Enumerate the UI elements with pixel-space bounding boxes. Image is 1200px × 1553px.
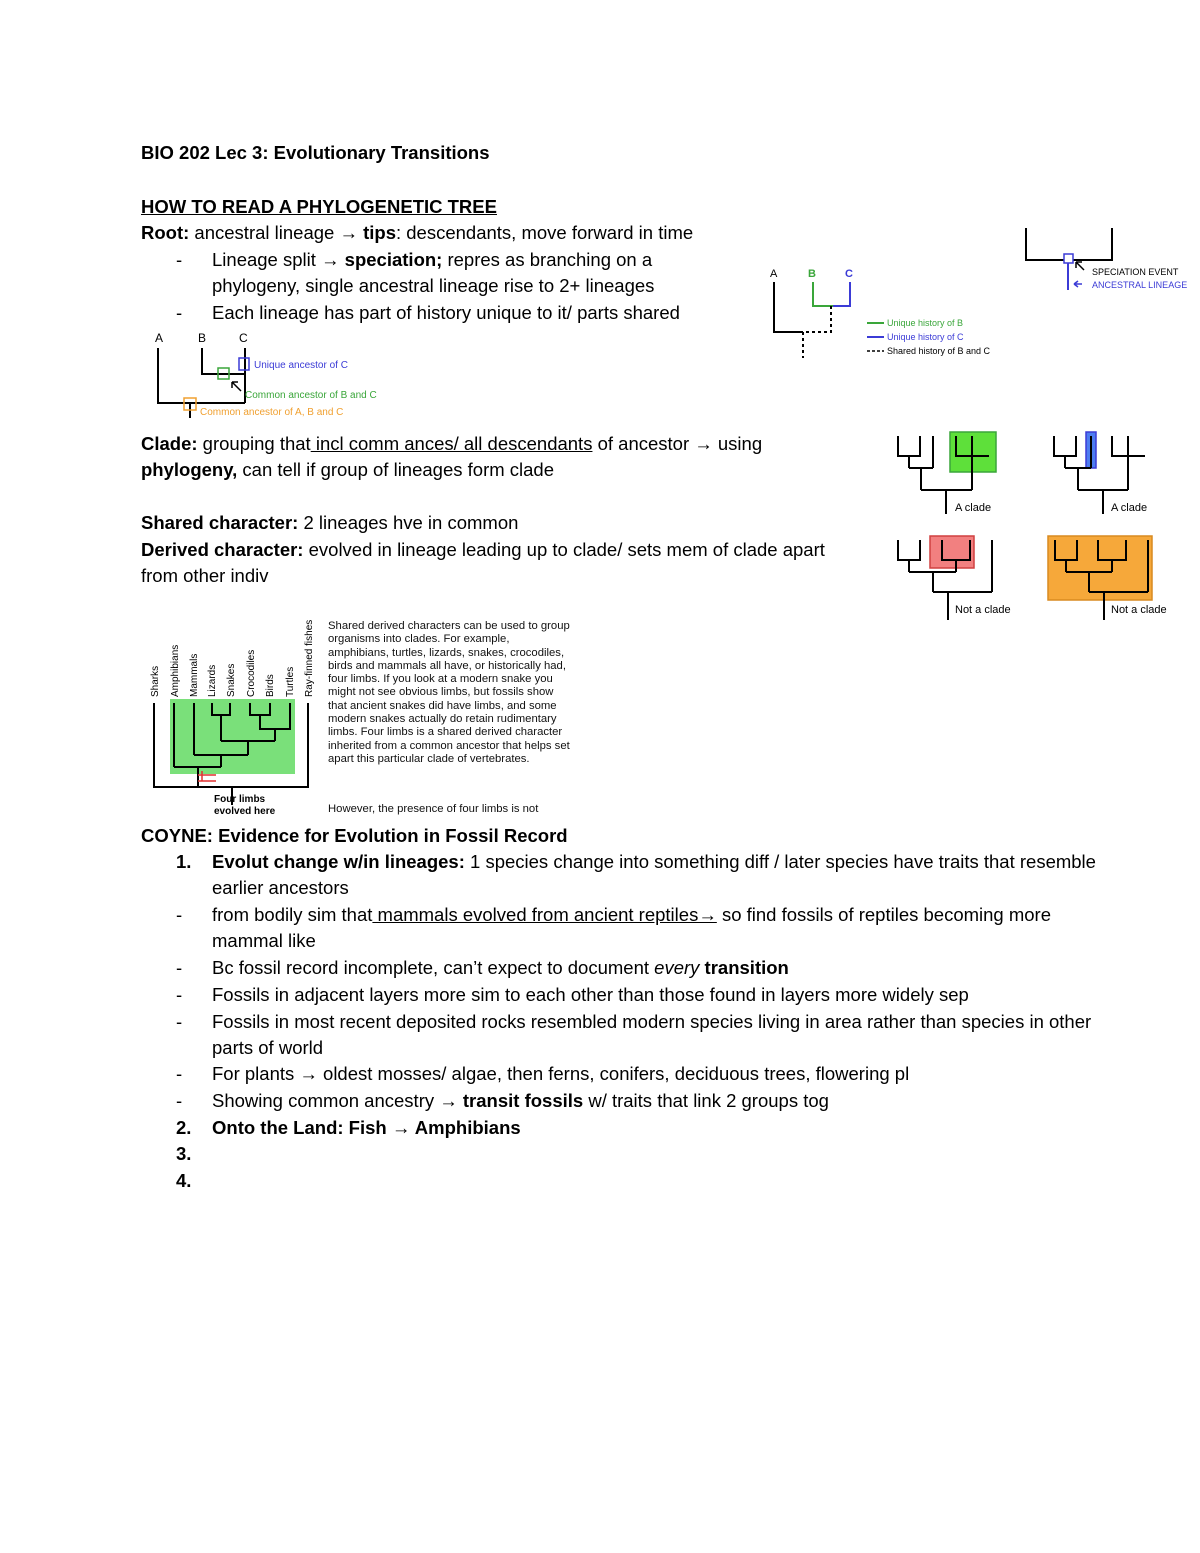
shared-character-text: 2 lineages hve in common: [298, 512, 519, 533]
root-text: ancestral lineage →: [189, 222, 364, 243]
clade-fig-4-label: Not a clade: [1111, 604, 1167, 616]
bullet-lineage-history: Each lineage has part of history unique to it/ parts shared: [212, 302, 680, 323]
arrow-icon: [1076, 262, 1084, 270]
clade-text-a: grouping that: [197, 433, 311, 454]
list-number-2: 2.: [176, 1117, 192, 1138]
shared-character-label: Shared character:: [141, 512, 299, 533]
clade-figures: [890, 428, 1200, 628]
legend-unique-b: Unique history of B: [887, 318, 964, 328]
shared-history-line: [803, 306, 831, 358]
unique-history-b-line: [813, 282, 833, 306]
taxon-amphibians: Amphibians: [170, 644, 181, 697]
clade-definition: [141, 431, 762, 457]
list-number-1: 1.: [176, 851, 192, 872]
bullet-marker: -: [176, 249, 183, 270]
four-limbs-label-2: evolved here: [214, 806, 276, 817]
history-tree-figure: [765, 262, 1005, 362]
legend-unique-c: Unique history of C: [887, 332, 964, 342]
taxon-sharks: Sharks: [150, 665, 161, 697]
bullet-marker: -: [176, 1011, 183, 1032]
derived-character-cont: from other indiv: [141, 565, 269, 586]
coyne-sub-4: Fossils in most recent deposited rocks resembled modern species living in area rather than species in other: [212, 1011, 1092, 1032]
clade-text-c: can tell if group of lineages form clade: [237, 459, 555, 480]
history-label-a: A: [770, 268, 778, 280]
history-label-b: B: [808, 268, 816, 280]
root-line: [141, 220, 693, 246]
coyne-sub-1: [212, 902, 1051, 928]
tree-abc-figure: [145, 328, 405, 424]
root-label: Root:: [141, 222, 190, 243]
common-ancestor-abc-label: Common ancestor of A, B and C: [200, 407, 344, 418]
clade-text-b: of ancestor → using: [592, 433, 763, 454]
clade-fig-1-label: A clade: [955, 502, 992, 514]
list-number-4: 4.: [176, 1170, 192, 1191]
coyne-sub-6-bold: transit fossils: [462, 1090, 584, 1111]
clade-figure-2: [1054, 432, 1147, 514]
bullet-marker: -: [176, 904, 183, 925]
coyne-sub-1-b: so find fossils of reptiles becoming more: [716, 904, 1052, 925]
taxon-ray-finned: Ray-finned fishes: [304, 619, 315, 697]
tree-abc-label-c: C: [239, 331, 248, 345]
tree-abc-label-b: B: [198, 331, 207, 345]
vertebrate-paragraph: Shared derived characters can be used to group organisms into clades. For example, amphibians, turtles, lizards, snakes, crocodiles, birds and mammals all have, or historically had, four limbs. If you look at a modern snake you might not see obvious limbs, but fossils show that ancient snakes did have limbs, and some modern snakes actually do retain rudimentary limbs. Four limbs is a shared derived character inherited from a common ancestor that helps set apart this particular clade of vertebrates.: [328, 620, 570, 765]
bullet-speciation-a: Lineage split →: [212, 249, 345, 270]
speciation-event-label: SPECIATION EVENT: [1092, 267, 1179, 277]
coyne-item-1-label: Evolut change w/in lineages:: [212, 851, 465, 872]
tips-text: : descendants, move forward in time: [395, 222, 694, 243]
derived-character: [141, 537, 825, 563]
coyne-sub-2-a: Bc fossil record incomplete, can’t expect to document: [212, 957, 655, 978]
coyne-sub-1-cont: mammal like: [212, 930, 316, 951]
coyne-sub-2-italic: every: [654, 957, 700, 978]
coyne-sub-2: [212, 955, 789, 981]
bullet-speciation: [212, 247, 652, 273]
legend-shared: Shared history of B and C: [887, 346, 991, 356]
arrow-icon: [232, 382, 241, 391]
coyne-sub-5: For plants → oldest mosses/ algae, then ferns, conifers, deciduous trees, flowering pl: [212, 1063, 910, 1084]
taxon-crocodiles: Crocodiles: [246, 649, 257, 697]
tree-abc-label-a: A: [155, 331, 164, 345]
taxon-birds: Birds: [265, 674, 276, 697]
coyne-item-2: Onto the Land: Fish → Amphibians: [212, 1117, 521, 1138]
unique-history-c-line: [833, 282, 850, 306]
list-number-3: 3.: [176, 1143, 192, 1164]
ancestral-lineage-label: ANCESTRAL LINEAGE: [1092, 280, 1188, 290]
arrow-left-icon: [1074, 281, 1082, 287]
bullet-marker: -: [176, 302, 183, 323]
section-heading-phylo: HOW TO READ A PHYLOGENETIC TREE: [141, 196, 497, 217]
taxon-mammals: Mammals: [189, 653, 200, 697]
clade-text-underlined: incl comm ances/ all descendants: [310, 433, 593, 454]
tree-abc-lines: [158, 348, 245, 403]
taxon-turtles: Turtles: [285, 666, 296, 697]
coyne-heading: COYNE: Evidence for Evolution in Fossil Record: [141, 825, 568, 846]
speciation-node: [1064, 254, 1073, 263]
four-limbs-label-1: Four limbs: [214, 794, 266, 805]
shared-character: [141, 510, 518, 536]
coyne-sub-1-underlined: mammals evolved from ancient reptiles→: [372, 904, 717, 925]
coyne-sub-6: [212, 1088, 829, 1114]
coyne-sub-4-cont: parts of world: [212, 1037, 324, 1058]
clade-fig-3-label: Not a clade: [955, 604, 1011, 616]
clade-fig-2-label: A clade: [1111, 502, 1148, 514]
speciation-figure: [1020, 222, 1200, 292]
coyne-sub-1-a: from bodily sim that: [212, 904, 373, 925]
clade-figure-4: [1048, 536, 1167, 620]
clade-figure-1: [898, 432, 996, 514]
clade-label: Clade:: [141, 433, 198, 454]
vertebrate-tree-figure: [140, 615, 320, 820]
taxon-snakes: Snakes: [226, 663, 237, 697]
derived-character-label: Derived character:: [141, 539, 304, 560]
coyne-sub-6-c: w/ traits that link 2 groups tog: [583, 1090, 829, 1111]
coyne-sub-6-a: Showing common ancestry →: [212, 1090, 463, 1111]
four-limbs-clade-box: [170, 699, 295, 774]
bullet-marker: -: [176, 984, 183, 1005]
page-title: BIO 202 Lec 3: Evolutionary Transitions: [141, 142, 490, 163]
coyne-item-1-text: 1 species change into something diff / later species have traits that resemble: [464, 851, 1096, 872]
bullet-marker: -: [176, 1090, 183, 1111]
tips-label: tips: [363, 222, 396, 243]
coyne-sub-3: Fossils in adjacent layers more sim to each other than those found in layers more widely sep: [212, 984, 969, 1005]
unique-ancestor-c-label: Unique ancestor of C: [254, 360, 348, 371]
bullet-marker: -: [176, 957, 183, 978]
vertebrate-paragraph-2: However, the presence of four limbs is not: [328, 803, 539, 815]
coyne-item-1: [212, 849, 1096, 875]
phylogeny-label: phylogeny,: [141, 459, 238, 480]
bullet-marker: -: [176, 1063, 183, 1084]
coyne-sub-2-bold: transition: [699, 957, 789, 978]
bullet-speciation-c: repres as branching on a: [442, 249, 653, 270]
derived-character-text: evolved in lineage leading up to clade/ sets mem of clade apart: [303, 539, 825, 560]
common-ancestor-bc-label: Common ancestor of B and C: [245, 390, 377, 401]
speciation-term: speciation;: [344, 249, 443, 270]
bullet-speciation-cont: phylogeny, single ancestral lineage rise to 2+ lineages: [212, 275, 655, 296]
clade-figure-3: [898, 536, 1011, 620]
coyne-item-1-cont: earlier ancestors: [212, 877, 349, 898]
history-label-c: C: [845, 268, 853, 280]
clade-definition-cont: [141, 457, 554, 483]
taxon-lizards: Lizards: [207, 664, 218, 697]
